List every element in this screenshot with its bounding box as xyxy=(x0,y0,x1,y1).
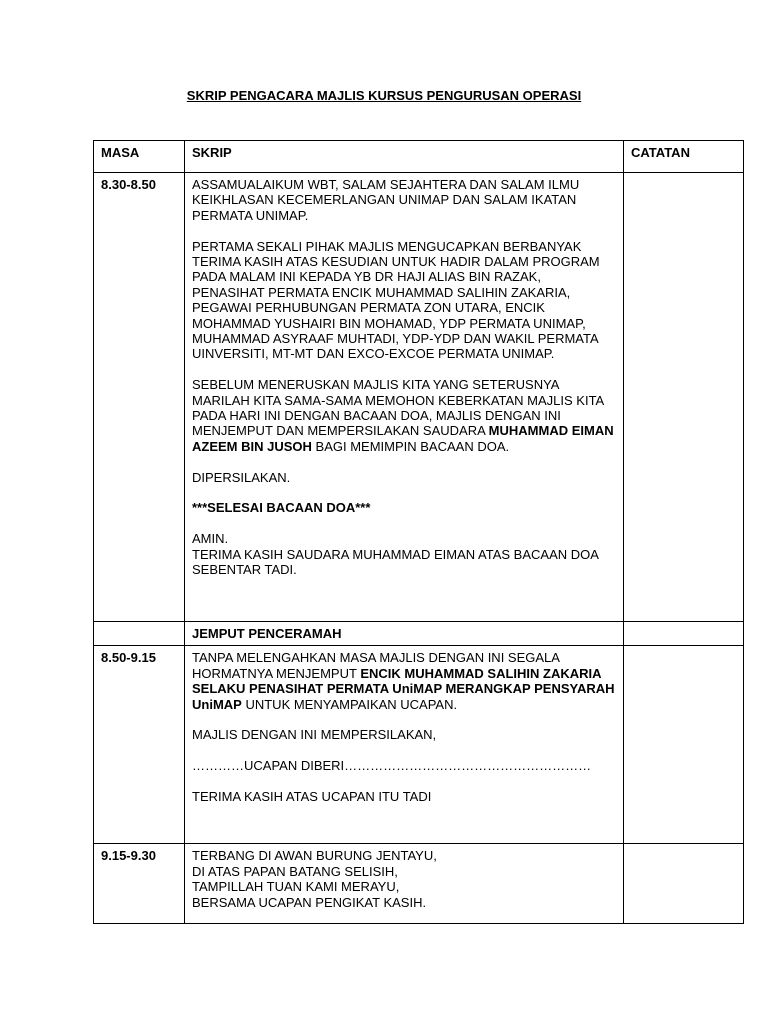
script-paragraph: ASSAMUALAIKUM WBT, SALAM SEJAHTERA DAN SALAM ILMU KEIKHLASAN KECEMERLANGAN UNIMAP DAN SALAM IKATAN PERMATA UNIMAP. xyxy=(192,177,580,223)
table-header-row xyxy=(94,141,744,173)
pantun-line: DI ATAS PAPAN BATANG SELISIH, xyxy=(192,863,398,879)
script-line: TERIMA KASIH SAUDARA MUHAMMAD EIMAN ATAS BACAAN DOA SEBENTAR TADI. xyxy=(192,546,599,578)
script-paragraph: PERTAMA SEKALI PIHAK MAJLIS MENGUCAPKAN BERBANYAK TERIMA KASIH ATAS KESUDIAN UNTUK HADIR DALAM PROGRAM PADA MALAM INI KEPADA YB DR HAJI ALIAS BIN RAZAK, PENASIHAT PERMATA ENCIK MUHAMMAD SALIHIN ZAKARIA, PEGAWAI PERHUBUNGAN PERMATA ZON UTARA, ENCIK MOHAMMAD YUSHAIRI BIN MOHAMAD, YDP PERMATA UNIMAP, MUHAMMAD ASYRAAF MUHTADI, YDP-YDP DAN WAKIL PERMATA UINVERSITI, MT-MT DAN EXCO-EXCOE PERMATA UNIMAP. xyxy=(192,238,600,362)
header-masa: MASA xyxy=(94,141,185,173)
script-paragraph: TERIMA KASIH ATAS UCAPAN ITU TADI xyxy=(192,789,432,805)
script-paragraph: …………UCAPAN DIBERI………………………………………………… xyxy=(192,758,592,774)
notes-cell xyxy=(624,173,744,622)
highlighted-name: ENCIK MUHAMMAD SALIHIN ZAKARIA SELAKU PENASIHAT PERMATA UniMAP MERANGKAP PENSYARAH UniMAP xyxy=(192,665,615,712)
highlighted-name: MUHAMMAD EIMAN AZEEM BIN JUSOH xyxy=(192,423,614,454)
time-cell xyxy=(94,622,185,646)
script-text: UNTUK MENYAMPAIKAN UCAPAN. xyxy=(245,696,458,712)
pantun-line: TERBANG DI AWAN BURUNG JENTAYU, xyxy=(192,848,437,864)
script-paragraph xyxy=(192,531,617,577)
table-row xyxy=(94,622,744,646)
script-table xyxy=(93,140,744,924)
script-paragraph xyxy=(192,377,617,454)
table-row xyxy=(94,646,744,844)
script-cell: JEMPUT PENCERAMAH xyxy=(185,622,624,646)
header-catatan: CATATAN xyxy=(624,141,744,173)
script-cell xyxy=(185,173,624,622)
table-row xyxy=(94,844,744,924)
script-text: TANPA MELENGAHKAN MASA MAJLIS DENGAN INI SEGALA HORMATNYA MENJEMPUT xyxy=(192,650,560,681)
time-cell: 9.15-9.30 xyxy=(94,844,185,924)
script-paragraph: DIPERSILAKAN. xyxy=(192,469,291,485)
pantun-line: TAMPILLAH TUAN KAMI MERAYU, xyxy=(192,879,400,895)
script-paragraph xyxy=(192,650,617,712)
time-cell: 8.30-8.50 xyxy=(94,173,185,622)
script-paragraph: MAJLIS DENGAN INI MEMPERSILAKAN, xyxy=(192,727,437,743)
notes-cell xyxy=(624,844,744,924)
script-paragraph: ***SELESAI BACAAN DOA*** xyxy=(192,500,371,516)
header-skrip: SKRIP xyxy=(185,141,624,173)
script-line: AMIN. xyxy=(192,531,229,547)
document-title: SKRIP PENGACARA MAJLIS KURSUS PENGURUSAN OPERASI xyxy=(186,88,582,103)
script-cell xyxy=(185,844,624,924)
pantun-line: BERSAMA UCAPAN PENGIKAT KASIH. xyxy=(192,894,427,910)
script-text: SEBELUM MENERUSKAN MAJLIS KITA YANG SETERUSNYA MARILAH KITA SAMA-SAMA MEMOHON KEBERKATAN MAJLIS KITA PADA HARI INI DENGAN BACAAN DOA, MAJLIS DENGAN INI MENJEMPUT DAN MEMPERSILAKAN SAUDARA xyxy=(192,377,604,439)
script-text: BAGI MEMIMPIN BACAAN DOA. xyxy=(315,438,510,454)
table-row xyxy=(94,173,744,622)
script-cell xyxy=(185,646,624,844)
notes-cell xyxy=(624,646,744,844)
time-cell: 8.50-9.15 xyxy=(94,646,185,844)
notes-cell xyxy=(624,622,744,646)
